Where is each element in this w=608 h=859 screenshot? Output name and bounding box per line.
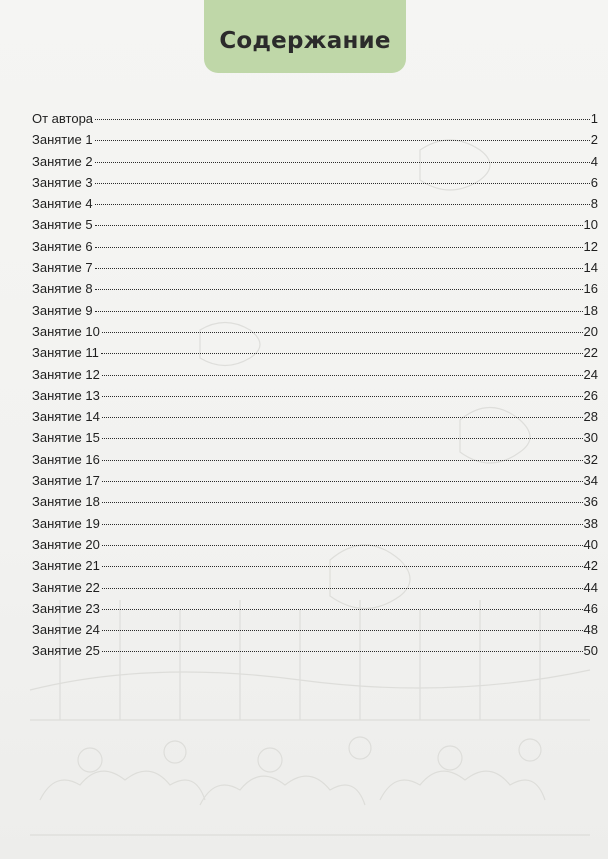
dot-leader xyxy=(102,566,583,567)
toc-entry-label: Занятие 14 xyxy=(32,409,100,425)
dot-leader xyxy=(102,375,583,376)
toc-entry[interactable] xyxy=(32,537,598,558)
toc-entry[interactable] xyxy=(32,196,598,217)
dot-leader xyxy=(95,204,590,205)
toc-entry-page-number: 12 xyxy=(583,238,598,254)
dot-leader xyxy=(102,438,583,439)
toc-entry[interactable] xyxy=(32,430,598,451)
toc-entry-label: Занятие 8 xyxy=(32,281,93,297)
toc-entry-label: Занятие 10 xyxy=(32,323,100,339)
dot-leader xyxy=(102,609,583,610)
toc-entry-page-number: 36 xyxy=(583,494,598,510)
toc-entry-label: Занятие 2 xyxy=(32,153,93,169)
toc-entry-page-number: 46 xyxy=(583,600,598,616)
toc-entry-label: Занятие 24 xyxy=(32,622,100,638)
toc-entry-page-number: 38 xyxy=(583,515,598,531)
toc-entry[interactable] xyxy=(32,580,598,601)
toc-entry-page-number: 34 xyxy=(583,473,598,489)
toc-entry-page-number: 44 xyxy=(583,579,598,595)
toc-entry-page-number: 10 xyxy=(583,217,598,233)
toc-entry-label: Занятие 19 xyxy=(32,515,100,531)
toc-entry-label: Занятие 3 xyxy=(32,174,93,190)
toc-entry-label: Занятие 22 xyxy=(32,579,100,595)
toc-entry[interactable] xyxy=(32,622,598,643)
toc-entry-page-number: 2 xyxy=(590,132,598,148)
toc-entry-label: Занятие 7 xyxy=(32,260,93,276)
toc-entry[interactable] xyxy=(32,303,598,324)
toc-entry[interactable] xyxy=(32,175,598,196)
dot-leader xyxy=(95,140,590,141)
toc-entry-page-number: 22 xyxy=(583,345,598,361)
toc-entry-page-number: 14 xyxy=(583,260,598,276)
toc-entry-label: Занятие 6 xyxy=(32,238,93,254)
toc-entry[interactable] xyxy=(32,154,598,175)
toc-entry-page-number: 18 xyxy=(583,302,598,318)
toc-entry[interactable] xyxy=(32,345,598,366)
toc-entry[interactable] xyxy=(32,558,598,579)
toc-entry-label: От автора xyxy=(32,111,94,126)
toc-entry-page-number: 42 xyxy=(583,558,598,574)
dot-leader xyxy=(101,353,583,354)
toc-entry-label: Занятие 13 xyxy=(32,387,100,403)
dot-leader xyxy=(102,332,583,333)
toc-entry[interactable] xyxy=(32,132,598,153)
toc-entry-label: Занятие 21 xyxy=(32,558,100,574)
toc-entry-page-number: 16 xyxy=(583,281,598,297)
toc-entry-page-number: 1 xyxy=(590,111,598,126)
toc-entry[interactable] xyxy=(32,452,598,473)
dot-leader xyxy=(102,524,583,525)
table-of-contents xyxy=(32,111,598,665)
toc-entry-label: Занятие 23 xyxy=(32,600,100,616)
toc-entry[interactable] xyxy=(32,260,598,281)
toc-entry[interactable] xyxy=(32,239,598,260)
toc-entry-label: Занятие 20 xyxy=(32,536,100,552)
toc-entry[interactable] xyxy=(32,111,598,132)
toc-entry-page-number: 24 xyxy=(583,366,598,382)
toc-entry-label: Занятие 16 xyxy=(32,451,100,467)
dot-leader xyxy=(102,630,583,631)
dot-leader xyxy=(95,268,583,269)
toc-entry-page-number: 40 xyxy=(583,536,598,552)
toc-entry[interactable] xyxy=(32,409,598,430)
toc-entry-label: Занятие 4 xyxy=(32,196,93,212)
dot-leader xyxy=(102,460,583,461)
dot-leader xyxy=(95,119,590,120)
toc-entry-label: Занятие 17 xyxy=(32,473,100,489)
toc-entry-page-number: 20 xyxy=(583,323,598,339)
dot-leader xyxy=(95,311,583,312)
toc-entry-label: Занятие 25 xyxy=(32,643,100,659)
toc-entry-label: Занятие 1 xyxy=(32,132,93,148)
toc-entry[interactable] xyxy=(32,643,598,664)
toc-entry[interactable] xyxy=(32,516,598,537)
toc-entry[interactable] xyxy=(32,324,598,345)
toc-entry-page-number: 50 xyxy=(583,643,598,659)
toc-entry-label: Занятие 5 xyxy=(32,217,93,233)
dot-leader xyxy=(95,225,583,226)
dot-leader xyxy=(95,289,583,290)
dot-leader xyxy=(95,183,590,184)
dot-leader xyxy=(102,481,583,482)
toc-entry[interactable] xyxy=(32,217,598,238)
toc-entry-page-number: 28 xyxy=(583,409,598,425)
toc-entry-page-number: 26 xyxy=(583,387,598,403)
dot-leader xyxy=(102,588,583,589)
toc-entry-page-number: 30 xyxy=(583,430,598,446)
dot-leader xyxy=(102,502,583,503)
dot-leader xyxy=(95,162,590,163)
dot-leader xyxy=(102,545,583,546)
toc-entry-label: Занятие 15 xyxy=(32,430,100,446)
toc-entry-page-number: 48 xyxy=(583,622,598,638)
dot-leader xyxy=(102,396,583,397)
toc-entry-page-number: 6 xyxy=(590,174,598,190)
toc-entry[interactable] xyxy=(32,494,598,515)
toc-entry-page-number: 32 xyxy=(583,451,598,467)
dot-leader xyxy=(102,651,583,652)
toc-entry-label: Занятие 12 xyxy=(32,366,100,382)
toc-entry-page-number: 4 xyxy=(590,153,598,169)
dot-leader xyxy=(102,417,583,418)
toc-entry-label: Занятие 9 xyxy=(32,302,93,318)
title-tab xyxy=(204,0,406,73)
toc-entry[interactable] xyxy=(32,388,598,409)
toc-entry[interactable] xyxy=(32,281,598,302)
page-title: Содержание xyxy=(219,27,391,54)
toc-entry[interactable] xyxy=(32,367,598,388)
toc-entry[interactable] xyxy=(32,473,598,494)
toc-entry-label: Занятие 11 xyxy=(32,345,99,361)
dot-leader xyxy=(95,247,583,248)
toc-entry-page-number: 8 xyxy=(590,196,598,212)
toc-entry-label: Занятие 18 xyxy=(32,494,100,510)
toc-entry[interactable] xyxy=(32,601,598,622)
